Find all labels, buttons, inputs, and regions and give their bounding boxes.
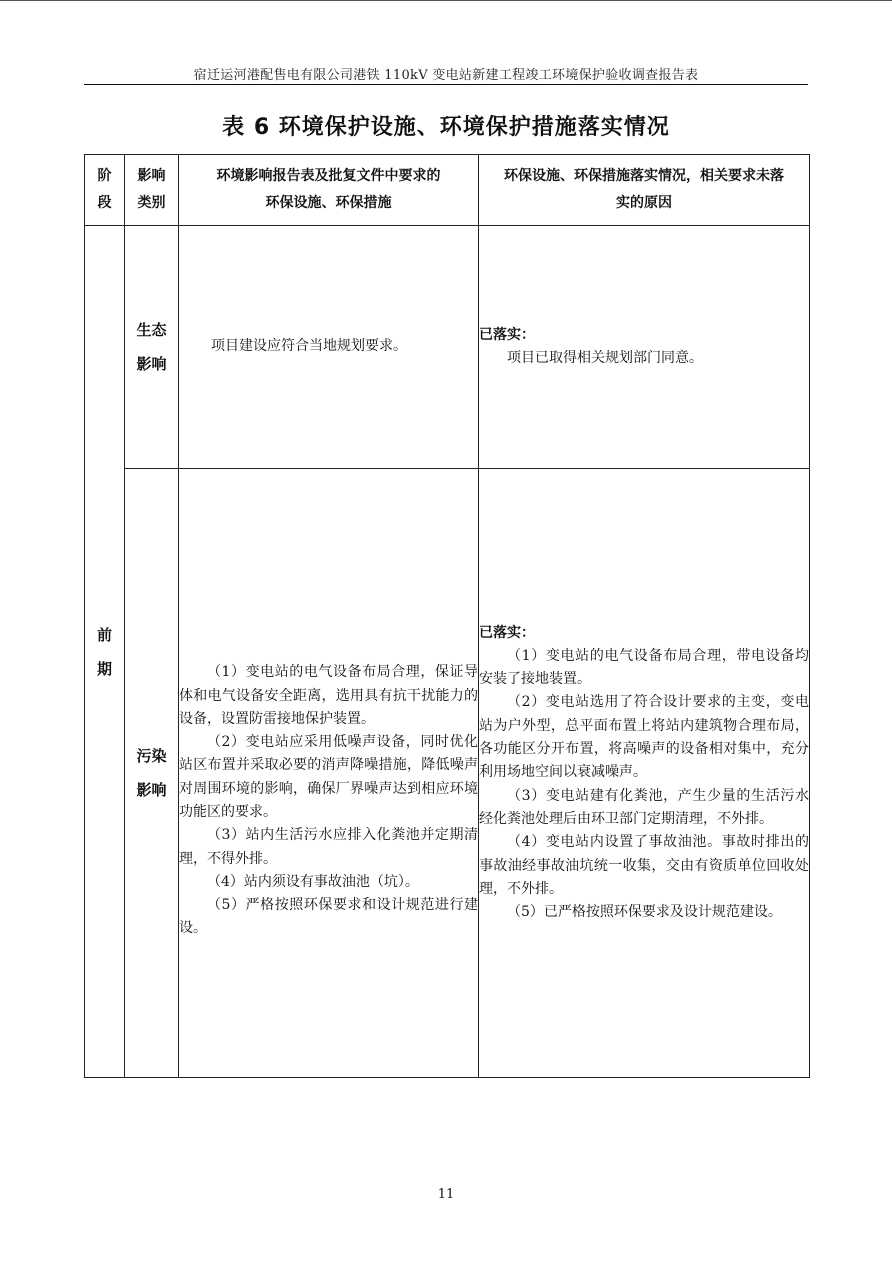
requirement-item: （3）站内生活污水应排入化粪池并定期清理，不得外排。 bbox=[179, 827, 478, 867]
implementation-item: （2）变电站选用了符合设计要求的主变，变电站为户外型，总平面布置上将站内建筑物合理布局，各功能区分开布置，将高噪声的设备相对集中，充分利用场地空间以衰减噪声。 bbox=[479, 694, 809, 781]
header-requirements-line2: 环保设施、环保措施 bbox=[265, 195, 392, 211]
status-label-pollution: 已落实： bbox=[479, 624, 535, 641]
implementation-ecology-text: 项目已取得相关规划部门同意。 bbox=[507, 350, 703, 366]
header-stage-line2: 段 bbox=[97, 195, 112, 211]
requirement-item: （5）严格按照环保要求和设计规范进行建设。 bbox=[179, 897, 478, 937]
status-label-ecology: 已落实： bbox=[479, 326, 535, 343]
type-ecology-line1: 生态 bbox=[136, 321, 167, 339]
header-implementation-line2: 实的原因 bbox=[616, 195, 672, 211]
table-header-row bbox=[85, 155, 810, 226]
requirement-item: （2）变电站应采用低噪声设备，同时优化站区布置并采取必要的消声降噪措施，降低噪声对周围环境的影响，确保厂界噪声达到相应环境功能区的要求。 bbox=[179, 734, 478, 820]
running-header: 宿迁运河港配售电有限公司港铁 110kV 变电站新建工程竣工环境保护验收调查报告表 bbox=[193, 68, 699, 83]
header-stage bbox=[85, 155, 125, 226]
requirements-pollution bbox=[179, 469, 479, 1078]
header-implementation bbox=[479, 155, 810, 226]
requirement-item: （1）变电站的电气设备布局合理，保证导体和电气设备安全距离，选用具有抗干扰能力的设备，设置防雷接地保护装置。 bbox=[179, 664, 478, 727]
implementation-item: （4）变电站内设置了事故油池。事故时排出的事故油经事故油坑统一收集，交由有资质单位回收处理，不外排。 bbox=[479, 834, 809, 897]
top-border bbox=[0, 0, 892, 1]
header-requirements-line1: 环境影响报告表及批复文件中要求的 bbox=[216, 168, 441, 184]
implementation-item: （1）变电站的电气设备布局合理，带电设备均安装了接地装置。 bbox=[479, 647, 809, 688]
requirement-item: （4）站内须设有事故油池（坑）。 bbox=[207, 873, 419, 890]
header-stage-line1: 阶 bbox=[97, 168, 112, 184]
header-requirements bbox=[179, 155, 479, 226]
implementation-item: （3）变电站建有化粪池，产生少量的生活污水经化粪池处理后由环卫部门定期清理，不外排。 bbox=[479, 787, 809, 827]
header-type bbox=[125, 155, 179, 226]
type-ecology-line2: 影响 bbox=[136, 355, 167, 373]
header-type-line2: 类别 bbox=[137, 195, 166, 211]
requirement-ecology-text: 项目建设应符合当地规划要求。 bbox=[211, 338, 407, 355]
header-implementation-line1: 环保设施、环保措施落实情况，相关要求未落 bbox=[504, 168, 784, 184]
stage-cell bbox=[85, 226, 125, 1078]
measures-table bbox=[84, 154, 810, 1078]
stage-line2: 期 bbox=[96, 659, 112, 678]
header-type-line1: 影响 bbox=[137, 168, 166, 184]
implementation-item: （5）已严格按照环保要求及设计规范建设。 bbox=[507, 904, 782, 921]
page-title: 表 6 环境保护设施、环境保护措施落实情况 bbox=[222, 115, 670, 140]
implementation-ecology bbox=[479, 226, 810, 469]
type-pollution bbox=[125, 469, 179, 1078]
type-pollution-line2: 影响 bbox=[136, 781, 167, 799]
implementation-pollution bbox=[479, 469, 810, 1078]
table-row-ecology bbox=[85, 226, 810, 469]
requirement-ecology bbox=[179, 226, 479, 469]
table-row-pollution bbox=[85, 469, 810, 1078]
stage-line1: 前 bbox=[96, 625, 112, 644]
type-ecology bbox=[125, 226, 179, 469]
header-divider bbox=[84, 84, 808, 85]
type-pollution-line1: 污染 bbox=[136, 747, 167, 765]
page-number: 11 bbox=[437, 1187, 455, 1202]
